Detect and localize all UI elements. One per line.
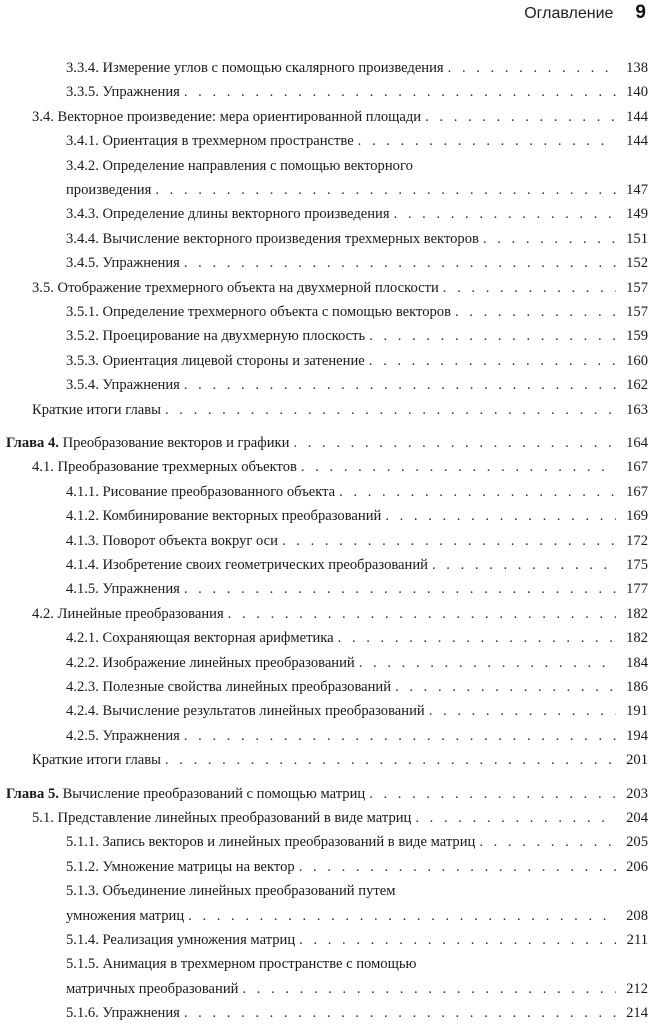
toc-entry[interactable] bbox=[0, 155, 654, 204]
dot-leader bbox=[455, 301, 616, 323]
toc-entry-title: 3.5.4. Упражнения bbox=[66, 377, 180, 394]
toc-entry-title: матричных преобразований bbox=[66, 980, 239, 997]
toc-entry-number: 4.2. bbox=[32, 605, 54, 622]
toc-entry-page: 169 bbox=[626, 508, 648, 525]
toc-entry-number: Глава 4. bbox=[6, 435, 59, 451]
toc-entry-number: 4.2.1. bbox=[66, 630, 99, 647]
toc-entry-title: 4.2.4. Вычисление результатов линейных преобразований bbox=[66, 703, 425, 720]
toc-entry-number: 3.5.4. bbox=[66, 377, 99, 394]
dot-leader bbox=[425, 106, 616, 128]
toc-entry-number: 5.1. bbox=[32, 810, 54, 826]
dot-leader bbox=[358, 130, 616, 152]
toc-entry-page: 144 bbox=[626, 133, 648, 150]
toc-entry[interactable] bbox=[0, 325, 654, 349]
toc-entry-page: 204 bbox=[626, 810, 648, 826]
toc-entry-title: 4.1. Преобразование трехмерных объектов bbox=[32, 459, 297, 476]
toc-entry-title: 3.5.1. Определение трехмерного объекта с помощью векторов bbox=[66, 304, 451, 320]
dot-leader bbox=[432, 554, 616, 576]
toc-entry-title: 3.3.4. Измерение углов с помощью скалярного произведения bbox=[66, 60, 444, 76]
toc-entry[interactable] bbox=[0, 929, 654, 953]
dot-leader bbox=[415, 807, 616, 829]
toc-entry-page: 162 bbox=[626, 377, 648, 394]
toc-entry-title: 3.5.2. Проецирование на двухмерную плоскость bbox=[66, 328, 366, 345]
toc-entry-title: 4.1.1. Рисование преобразованного объекта bbox=[66, 483, 336, 500]
toc-entry[interactable] bbox=[0, 1002, 654, 1026]
toc-entry-number: 4.1.1. bbox=[66, 483, 99, 500]
toc-entry-title: Краткие итоги главы bbox=[32, 401, 161, 418]
toc-entry-title: 3.3.5. Упражнения bbox=[66, 84, 180, 101]
dot-leader bbox=[369, 350, 616, 372]
dot-leader bbox=[394, 203, 616, 225]
toc-entry-number: 5.1.6. bbox=[66, 1005, 99, 1022]
toc-entry-page: 147 bbox=[626, 181, 648, 198]
toc-entry[interactable] bbox=[0, 749, 654, 773]
toc-entry-number: 4.2.3. bbox=[66, 679, 99, 695]
toc-entry[interactable] bbox=[0, 350, 654, 374]
toc-entry-number: 3.4.5. bbox=[66, 255, 99, 272]
toc-entry-number: 3.4. bbox=[32, 108, 54, 125]
toc-entry-title: 4.2.5. Упражнения bbox=[66, 727, 180, 744]
toc-entry[interactable] bbox=[0, 130, 654, 154]
toc-entry-title: 3.4.4. Вычисление векторного произведения трехмерных векторов bbox=[66, 230, 479, 247]
toc-entry-number: 3.5.2. bbox=[66, 328, 99, 345]
toc-entry-page: 214 bbox=[626, 1005, 648, 1022]
toc-entry-page: 201 bbox=[626, 752, 648, 769]
toc-entry-page: 157 bbox=[626, 304, 648, 320]
dot-leader bbox=[448, 57, 616, 79]
toc-entry-title: 4.2.2. Изображение линейных преобразований bbox=[66, 654, 355, 671]
toc-entry-page: 152 bbox=[626, 255, 648, 272]
dot-leader bbox=[165, 749, 616, 771]
dot-leader bbox=[301, 456, 616, 478]
toc-entry[interactable] bbox=[0, 252, 654, 276]
toc-entry[interactable] bbox=[0, 807, 654, 831]
dot-leader bbox=[242, 978, 616, 1000]
toc-entry-title: 5.1.2. Умножение матрицы на вектор bbox=[66, 858, 295, 875]
toc-entry-title: 3.5. Отображение трехмерного объекта на двухмерной плоскости bbox=[32, 279, 439, 296]
toc-entry[interactable] bbox=[0, 301, 654, 325]
toc-entry-number: 3.5.1. bbox=[66, 304, 99, 320]
running-head-title: Оглавление bbox=[524, 5, 614, 22]
dot-leader bbox=[155, 179, 616, 201]
dot-leader bbox=[369, 325, 616, 347]
dot-leader bbox=[338, 627, 616, 649]
toc-entry-number: 5.1.4. bbox=[66, 932, 99, 948]
toc-entry-title: 4.2.3. Полезные свойства линейных преобразований bbox=[66, 679, 392, 695]
toc-entry-title: 4.1.5. Упражнения bbox=[66, 581, 180, 598]
toc-entry-title: Краткие итоги главы bbox=[32, 752, 161, 769]
toc-entry-title: произведения bbox=[66, 181, 152, 198]
toc-entry-number: 4.1.2. bbox=[66, 508, 99, 525]
toc-entry-title: 3.4.3. Определение длины векторного произведения bbox=[66, 206, 390, 223]
dot-leader bbox=[385, 505, 616, 527]
toc-entry[interactable] bbox=[0, 554, 654, 578]
toc-entry-title: 3.4. Векторное произведение: мера ориентированной площади bbox=[32, 108, 422, 125]
dot-leader bbox=[299, 856, 616, 878]
toc-entry-title: Глава 5. Вычисление преобразований с помощью матриц bbox=[6, 785, 366, 802]
toc-entry-number: 4.2.5. bbox=[66, 727, 99, 744]
toc-entry-number: 4.2.4. bbox=[66, 703, 99, 720]
toc-entry-number: 3.3.5. bbox=[66, 84, 99, 101]
toc-entry-number: 4.2.2. bbox=[66, 654, 99, 671]
toc-entry-page: 175 bbox=[626, 557, 648, 573]
dot-leader bbox=[184, 374, 616, 396]
toc-entry[interactable] bbox=[0, 831, 654, 855]
toc-entry-page: 164 bbox=[626, 435, 648, 451]
toc-entry[interactable] bbox=[0, 627, 654, 651]
dot-leader bbox=[395, 676, 616, 698]
toc-entry-number: 4.1. bbox=[32, 459, 54, 476]
page-number: 9 bbox=[635, 2, 646, 23]
toc-entry-page: 167 bbox=[626, 483, 648, 500]
toc-entry-number: 3.5. bbox=[32, 279, 54, 296]
toc-entry-number: 3.4.4. bbox=[66, 230, 99, 247]
toc-entry-title: 5.1.1. Запись векторов и линейных преобразований в виде матриц bbox=[66, 834, 476, 851]
toc-entry-page: 140 bbox=[626, 84, 648, 101]
toc-entry-number: 3.4.1. bbox=[66, 133, 99, 150]
toc-entry[interactable] bbox=[0, 676, 654, 700]
toc-entry-number: 5.1.5. bbox=[66, 956, 99, 973]
dot-leader bbox=[299, 929, 616, 951]
toc-entry-page: 182 bbox=[626, 605, 648, 622]
toc-entry[interactable] bbox=[0, 652, 654, 676]
toc-entry-page: 212 bbox=[626, 980, 648, 997]
toc-entry[interactable] bbox=[0, 578, 654, 602]
dot-leader bbox=[483, 228, 616, 250]
toc-entry-number: 3.3.4. bbox=[66, 60, 99, 76]
toc-entry-page: 151 bbox=[626, 230, 648, 247]
toc-entry-number: 3.5.3. bbox=[66, 352, 99, 369]
toc-entry[interactable] bbox=[0, 725, 654, 749]
toc-entry[interactable] bbox=[0, 783, 654, 807]
dot-leader bbox=[165, 399, 616, 421]
dot-leader bbox=[369, 783, 616, 805]
toc-entry[interactable] bbox=[0, 81, 654, 105]
toc-entry-number: Глава 5. bbox=[6, 785, 59, 802]
toc-entry-page: 167 bbox=[626, 459, 648, 476]
toc-entry-page: 186 bbox=[626, 679, 648, 695]
toc-entry-title: 3.4.5. Упражнения bbox=[66, 255, 180, 272]
dot-leader bbox=[443, 277, 616, 299]
dot-leader bbox=[228, 603, 616, 625]
toc-entry-page: 177 bbox=[626, 581, 648, 598]
toc-entry-title: Глава 4. Преобразование векторов и графики bbox=[6, 435, 290, 451]
toc-entry[interactable] bbox=[0, 203, 654, 227]
toc-entry-page: 144 bbox=[626, 108, 648, 125]
toc-entry-page: 184 bbox=[626, 654, 648, 671]
toc-entry-title: 3.4.1. Ориентация в трехмерном пространстве bbox=[66, 133, 354, 150]
toc-entry-page: 206 bbox=[626, 858, 648, 875]
toc-entry[interactable] bbox=[0, 953, 654, 1002]
dot-leader bbox=[184, 578, 616, 600]
toc-entry[interactable] bbox=[0, 399, 654, 423]
dot-leader bbox=[184, 1002, 616, 1024]
toc-entry-page: 157 bbox=[626, 279, 648, 296]
toc-entry-page: 172 bbox=[626, 532, 648, 549]
toc-entry-title: 3.5.3. Ориентация лицевой стороны и затенение bbox=[66, 352, 365, 369]
toc-entry[interactable] bbox=[0, 505, 654, 529]
toc-entry[interactable] bbox=[0, 856, 654, 880]
toc-entry[interactable] bbox=[0, 700, 654, 724]
toc-entry-page: 149 bbox=[626, 206, 648, 223]
toc-entry-title: 4.1.3. Поворот объекта вокруг оси bbox=[66, 532, 278, 549]
dot-leader bbox=[479, 831, 616, 853]
toc-entry-title: 4.1.2. Комбинирование векторных преобразований bbox=[66, 508, 382, 525]
toc-entry-page: 211 bbox=[626, 932, 648, 948]
toc-entry-page: 182 bbox=[626, 630, 648, 647]
toc-entry[interactable] bbox=[0, 57, 654, 81]
toc-entry-title: 5.1.4. Реализация умножения матриц bbox=[66, 932, 296, 948]
toc-entry[interactable] bbox=[0, 277, 654, 301]
toc-entry-number: 5.1.2. bbox=[66, 858, 99, 875]
toc-entry-page: 138 bbox=[626, 60, 648, 76]
toc-entry-number: 3.4.3. bbox=[66, 206, 99, 223]
toc-entry[interactable] bbox=[0, 106, 654, 130]
toc-entry-title: 5.1. Представление линейных преобразований в виде матриц bbox=[32, 810, 412, 826]
toc-entry-title: 4.2. Линейные преобразования bbox=[32, 605, 224, 622]
running-head bbox=[524, 2, 646, 26]
toc-entry[interactable] bbox=[0, 603, 654, 627]
toc-entry-page: 194 bbox=[626, 727, 648, 744]
toc-entry[interactable] bbox=[0, 432, 654, 456]
toc-entry[interactable] bbox=[0, 374, 654, 398]
toc-entry[interactable] bbox=[0, 880, 654, 929]
toc-entry-number: 3.4.2. bbox=[66, 157, 99, 174]
toc-entry[interactable] bbox=[0, 228, 654, 252]
toc-entry-title: 5.1.6. Упражнения bbox=[66, 1005, 180, 1022]
toc-entry-number: 5.1.1. bbox=[66, 834, 99, 851]
toc-entry-number: 4.1.3. bbox=[66, 532, 99, 549]
dot-leader bbox=[184, 725, 616, 747]
toc-entry-title: 4.1.4. Изобретение своих геометрических преобразований bbox=[66, 557, 428, 573]
toc-entry-page: 203 bbox=[626, 785, 648, 802]
toc-entry-page: 191 bbox=[626, 703, 648, 720]
toc-entry-number: 4.1.4. bbox=[66, 557, 99, 573]
toc-entry-page: 160 bbox=[626, 352, 648, 369]
toc-entry-page: 205 bbox=[626, 834, 648, 851]
toc-entry-title: умножения матриц bbox=[66, 907, 185, 924]
toc-entry-page: 208 bbox=[626, 907, 648, 924]
toc-entry-number: 5.1.3. bbox=[66, 883, 99, 900]
dot-leader bbox=[359, 652, 616, 674]
toc-entry-title: 3.4.2. Определение направления с помощью векторного bbox=[66, 157, 413, 174]
toc-entry[interactable] bbox=[0, 530, 654, 554]
dot-leader bbox=[188, 905, 616, 927]
toc-entry-page: 159 bbox=[626, 328, 648, 345]
dot-leader bbox=[429, 700, 616, 722]
toc-entry-page: 163 bbox=[626, 401, 648, 418]
toc-entry[interactable] bbox=[0, 456, 654, 480]
toc-entry-number: 4.1.5. bbox=[66, 581, 99, 598]
dot-leader bbox=[293, 432, 616, 454]
dot-leader bbox=[184, 252, 616, 274]
toc-entry-title: 5.1.5. Анимация в трехмерном пространстве с помощью bbox=[66, 956, 417, 973]
dot-leader bbox=[339, 481, 616, 503]
toc-entry[interactable] bbox=[0, 481, 654, 505]
dot-leader bbox=[184, 81, 616, 103]
toc-entry-title: 4.2.1. Сохраняющая векторная арифметика bbox=[66, 630, 334, 647]
dot-leader bbox=[282, 530, 616, 552]
toc-entry-title: 5.1.3. Объединение линейных преобразований путем bbox=[66, 883, 396, 900]
